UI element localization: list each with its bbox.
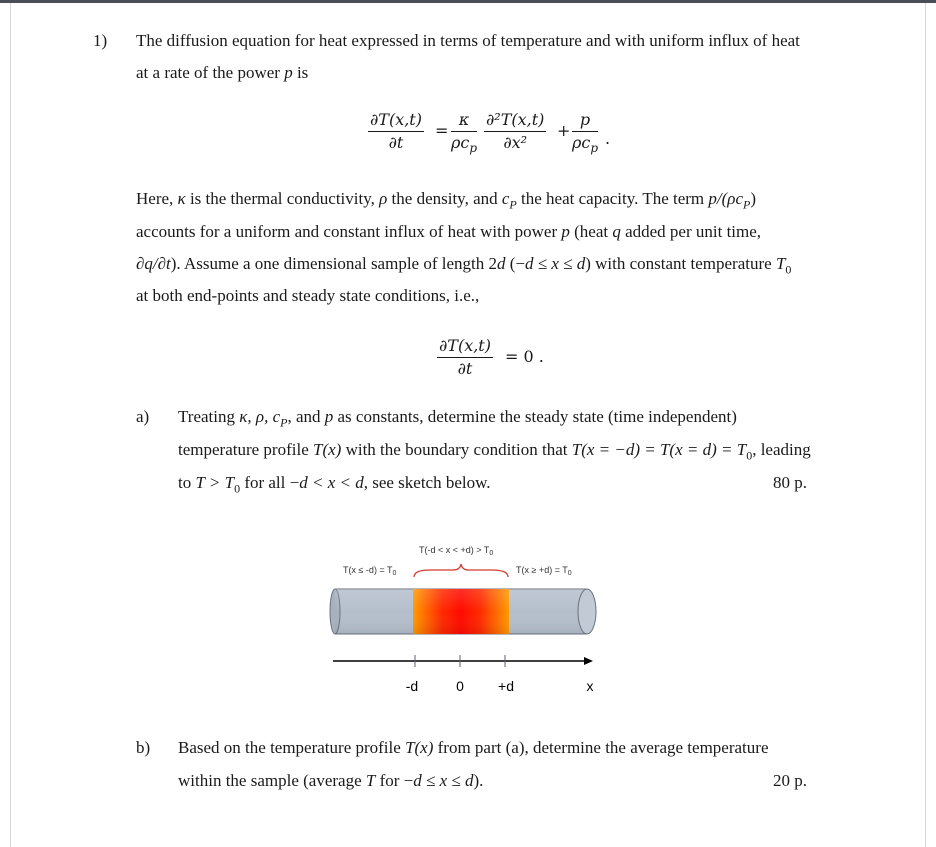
tick-label-zero: 0	[456, 678, 464, 694]
part-a-line-1: Treating κ, ρ, $c_P$, and p as constants, determine the steady state (time independent)	[178, 407, 737, 430]
eq1-second-derivative: $\frac{\text{∂²T(x,t)}}{\text{∂x²}}$	[486, 110, 545, 152]
problem-number: 1)	[93, 31, 108, 50]
heated-region	[413, 589, 509, 634]
window-top-bar	[0, 0, 936, 3]
definitions-line-3: ∂q/∂t). Assume a one dimensional sample of length 2d (−d ≤ x ≤ d) with constant temperature $T_0$	[136, 254, 792, 277]
page-border-left	[10, 3, 11, 847]
part-b-points: 20 p.	[773, 771, 807, 790]
part-a-label: a)	[136, 407, 150, 426]
x-axis-arrowhead	[584, 657, 593, 665]
label-left-boundary: $T(x \le -d) = T_0$	[343, 565, 397, 577]
label-middle-region: $T(-d < x < +d) > T_0$	[419, 545, 494, 557]
definitions-line-1: Here, κ is the thermal conductivity, ρ the density, and $c_P$ the heat capacity. The term $p/(\rho c_P)$	[136, 189, 757, 212]
eq1-lhs-fraction: $\frac{\partial T(x,t)}{\partial t}$	[370, 110, 422, 152]
region-brace	[414, 564, 508, 577]
axis-label-x: x	[586, 678, 594, 694]
part-b-line-2: within the sample (average T for −d ≤ x ≤ d).	[178, 771, 484, 790]
part-a-line-3: to $T > T_0$ for all −d < x < d, see sketch below.	[178, 473, 491, 496]
definitions-line-2: accounts for a uniform and constant influx of heat with power p (heat q added per unit time,	[136, 222, 762, 241]
part-a-line-2: temperature profile T(x) with the boundary condition that $T(x = -d) = T(x = d) = T_0$, leading	[178, 440, 811, 463]
part-b-label: b)	[136, 738, 151, 757]
eq2-rhs: = 0 .	[505, 347, 544, 366]
label-right-boundary: $T(x \ge +d) = T_0$	[516, 565, 572, 577]
rod	[330, 589, 596, 634]
page-border-right	[925, 3, 926, 847]
part-a-points: 80 p.	[773, 473, 807, 492]
part-b-line-1: Based on the temperature profile T(x) from part (a), determine the average temperature	[178, 738, 769, 757]
tick-label-minus-d: -d	[405, 678, 419, 694]
eq1-source-term: p $\rho c_p$	[572, 110, 599, 156]
eq1-equals: =	[435, 121, 449, 140]
eq1-period: .	[605, 129, 611, 148]
eq1-coefficient: κ $\rho c_p$	[451, 110, 478, 156]
definitions-line-4: at both end-points and steady state conditions, i.e.,	[136, 286, 480, 305]
intro-line-1: The diffusion equation for heat expressed in terms of temperature and with uniform influx of heat	[136, 31, 800, 50]
eq1-plus: +	[557, 121, 571, 140]
tick-label-plus-d: +d	[498, 678, 514, 694]
eq2-fraction: $\frac{\partial T(x,t)}{\partial t}$	[439, 336, 491, 378]
intro-line-2: at a rate of the power p is	[136, 63, 309, 82]
